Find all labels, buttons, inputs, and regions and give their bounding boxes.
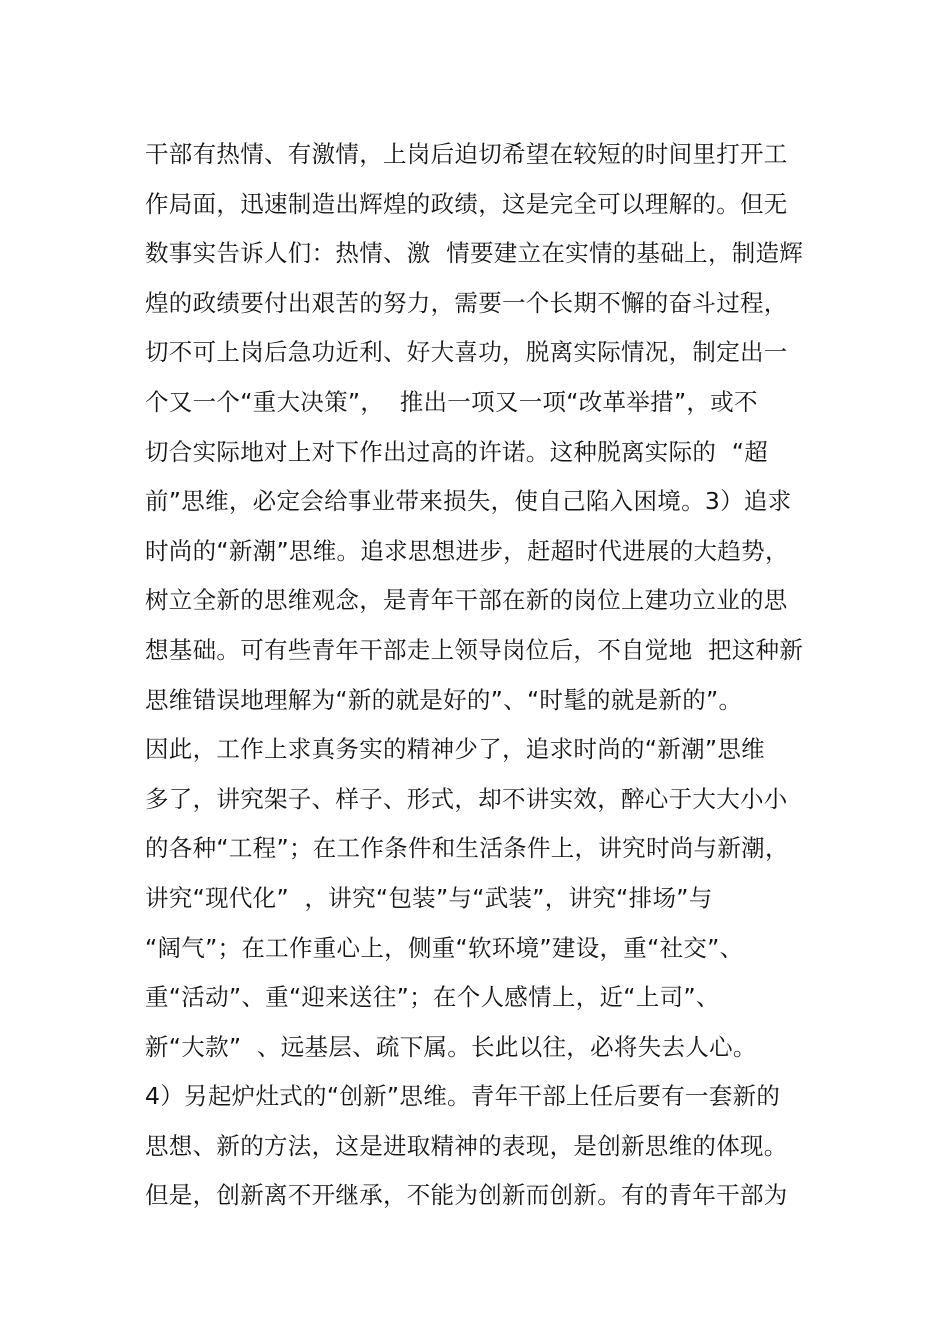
text-line: 时尚的“新潮”思维。追求思想进步，赶超时代进展的大趋势， xyxy=(145,536,789,565)
text-line: 4）另起炉灶式的“创新”思维。青年干部上任后要有一套新的 xyxy=(145,1082,781,1111)
text-line: 煌的政绩要付出艰苦的努力，需要一个长期不懈的奋斗过程， xyxy=(145,288,788,317)
text-line: 个又一个“重大决策”， 推出一项又一项“改革举措”，或不 xyxy=(145,387,758,416)
text-line: 思想、新的方法，这是进取精神的表现，是创新思维的体现。 xyxy=(145,1131,788,1160)
text-line: 干部有热情、有激情，上岗后迫切希望在较短的时间里打开工 xyxy=(145,140,788,168)
text-line: 切合实际地对上对下作出过高的许诺。这种脱离实际的 “超 xyxy=(145,437,769,466)
text-line: 新“大款” 、远基层、疏下属。长此以往，必将失去人心。 xyxy=(145,1032,757,1061)
text-line: 讲究“现代化” ，讲究“包装”与“武装”，讲究“排场”与 xyxy=(145,883,713,912)
text-line: 作局面，迅速制造出辉煌的政绩，这是完全可以理解的。但无 xyxy=(145,189,788,218)
text-line: 前”思维，必定会给事业带来损失，使自己陷入困境。3）追求 xyxy=(145,487,792,516)
body-text xyxy=(145,130,835,1221)
text-line: 树立全新的思维观念，是青年干部在新的岗位上建功立业的思 xyxy=(145,586,788,615)
text-line: 重“活动”、重“迎来送往”；在个人感情上，近“上司”、 xyxy=(145,983,720,1012)
text-line: 切不可上岗后急功近利、好大喜功，脱离实际情况，制定出一 xyxy=(145,338,788,367)
text-line: 但是，创新离不开继承，不能为创新而创新。有的青年干部为 xyxy=(145,1181,788,1210)
text-line: 因此，工作上求真务实的精神少了，追求时尚的“新潮”思维 xyxy=(145,735,765,764)
text-line: 想基础。可有些青年干部走上领导岗位后，不自觉地 把这种新 xyxy=(145,635,804,664)
text-line: 的各种“工程”；在工作条件和生活条件上，讲究时尚与新潮， xyxy=(145,834,789,863)
text-line: 思维错误地理解为“新的就是好的”、“时髦的就是新的”。 xyxy=(145,685,743,714)
text-line: “阔气”；在工作重心上，侧重“软环境”建设，重“社交”、 xyxy=(145,933,744,962)
text-line: 多了，讲究架子、样子、形式，却不讲实效，醉心于大大小小 xyxy=(145,784,788,813)
text-line: 数事实告诉人们：热情、激 情要建立在实情的基础上，制造辉 xyxy=(145,239,804,268)
